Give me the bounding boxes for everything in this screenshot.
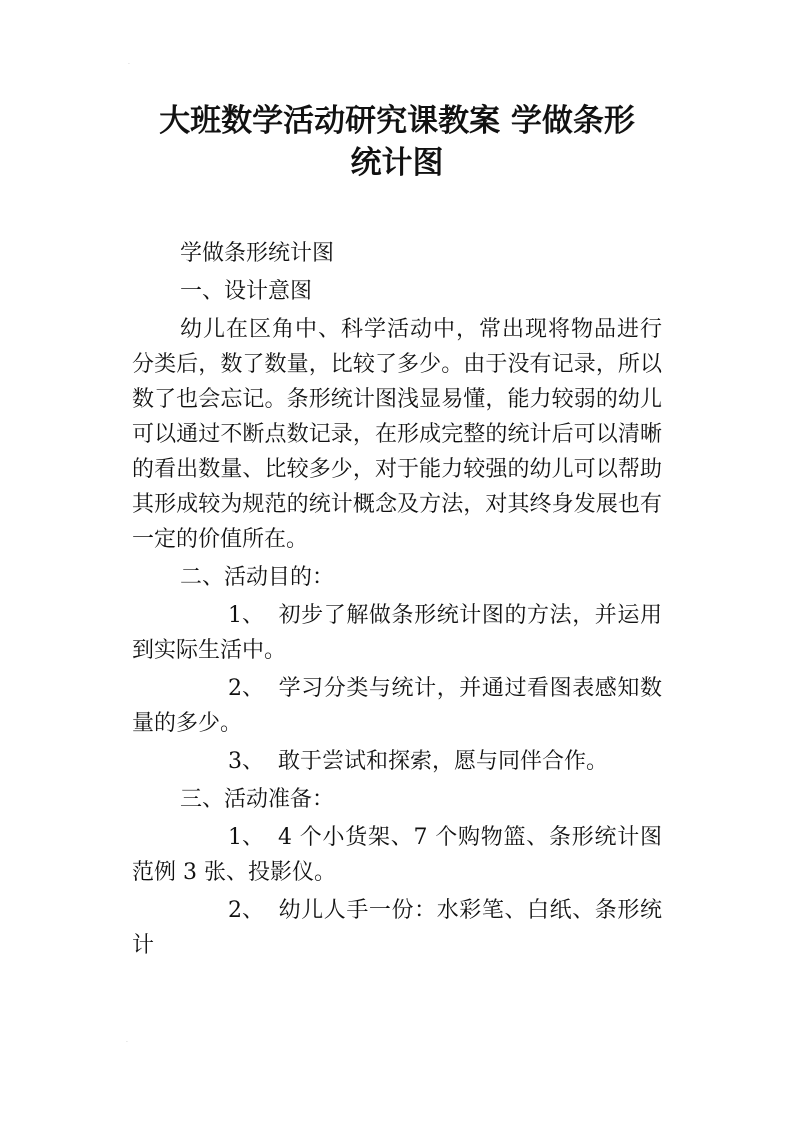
goal-item-2-text: 学习分类与统计，并通过看图表感知数量的多少。 xyxy=(132,676,662,736)
section-heading-activity-preparation: 三、活动准备： xyxy=(180,787,335,812)
preparation-item-2-text: 幼儿人手一份：水彩笔、白纸、条形统计 xyxy=(132,898,662,958)
document-title xyxy=(130,100,664,184)
goal-item-2 xyxy=(132,671,662,741)
preparation-item-1-number: 1、 xyxy=(228,825,264,850)
section-heading-activity-goals: 二、活动目的： xyxy=(180,565,335,590)
design-intent-paragraph: 幼儿在区角中、科学活动中，常出现将物品进行分类后，数了数量，比较了多少。由于没有记录，所以数了也会忘记。条形统计图浅显易懂，能力较弱的幼儿可以通过不断点数记录，在形成完整的统计后可以清晰的看出数量、比较多少，对于能力较强的幼儿可以帮助其形成较为规范的统计概念及方法，对其终身发展也有一定的价值所在。 xyxy=(132,317,662,552)
title-line-2: 统计图 xyxy=(350,145,444,181)
goal-item-3-number: 3、 xyxy=(228,749,264,774)
preparation-item-1 xyxy=(132,820,662,890)
goal-item-1-number: 1、 xyxy=(228,603,264,628)
preparation-item-2-number: 2、 xyxy=(228,898,264,923)
preparation-item-1-text: 4 个小货架、7 个购物篮、条形统计图范例 3 张、投影仪。 xyxy=(132,825,662,885)
goal-item-2-number: 2、 xyxy=(228,676,264,701)
title-line-1: 大班数学活动研究课教案 学做条形 xyxy=(159,103,635,139)
preparation-item-2 xyxy=(132,893,662,963)
goal-item-3 xyxy=(132,744,662,779)
goal-item-1-text: 初步了解做条形统计图的方法，并运用到实际生活中。 xyxy=(132,603,662,663)
goal-item-1 xyxy=(132,598,662,668)
section-heading-design-intent: 一、设计意图 xyxy=(180,279,313,304)
corner-mark-bottom-left: · xyxy=(126,1039,128,1046)
document-body xyxy=(132,236,662,966)
corner-mark-top-left: · xyxy=(128,61,130,68)
goal-item-3-text: 敢于尝试和探索，愿与同伴合作。 xyxy=(278,749,609,774)
subtitle-paragraph: 学做条形统计图 xyxy=(180,241,335,266)
